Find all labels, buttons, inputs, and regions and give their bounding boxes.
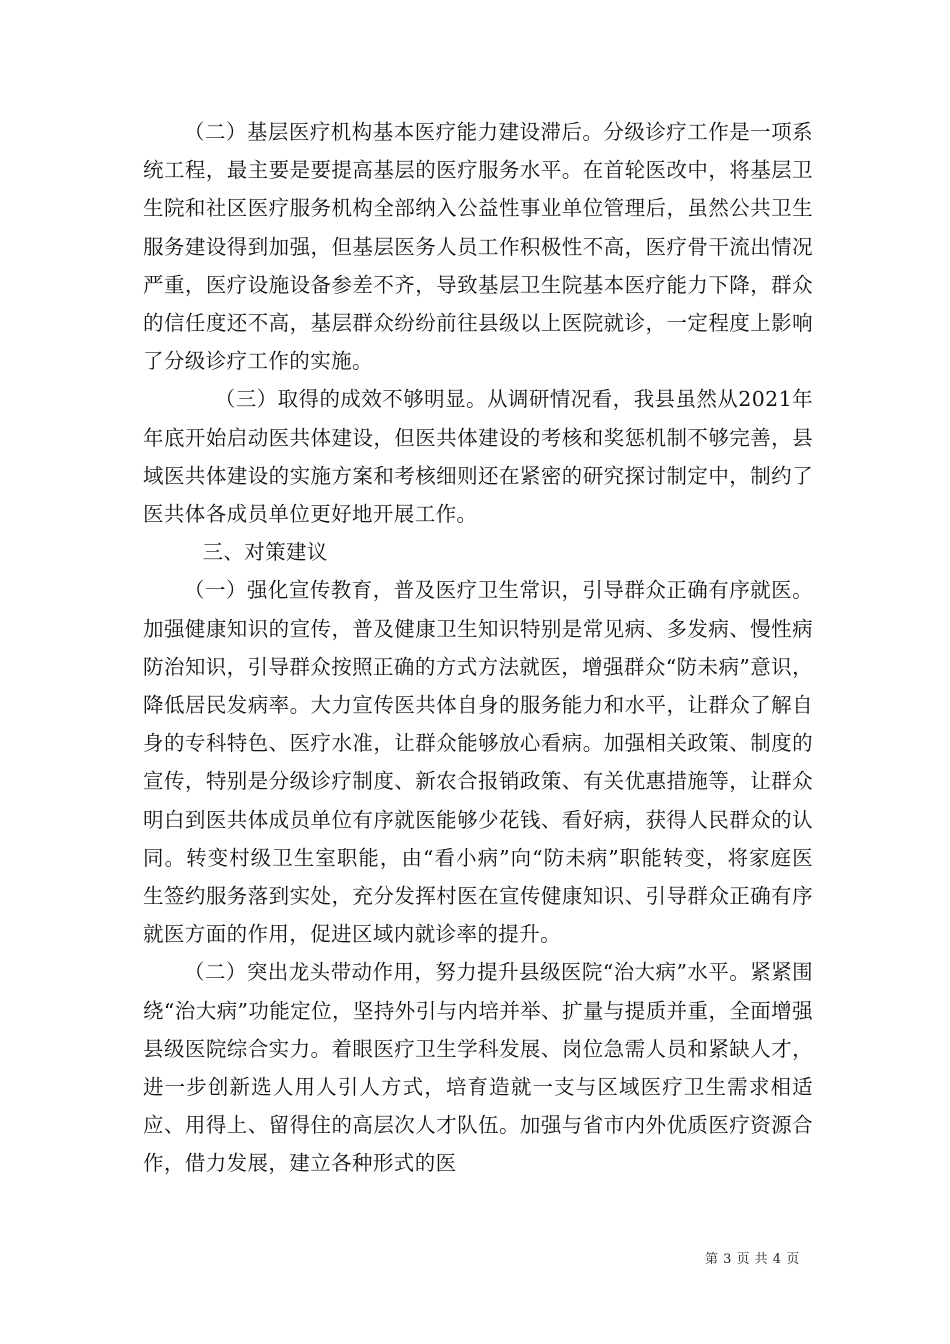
document-body: [143, 113, 813, 1183]
paragraph-publicity-education: （一）强化宣传教育，普及医疗卫生常识，引导群众正确有序就医。加强健康知识的宣传，普及健康卫生知识特别是常见病、多发病、慢性病防治知识，引导群众按照正确的方式方法就医，增强群众“防未病”意识，降低居民发病率。大力宣传医共体自身的服务能力和水平，让群众了解自身的专科特色、医疗水准，让群众能够放心看病。加强相关政策、制度的宣传，特别是分级诊疗制度、新农合报销政策、有关优惠措施等，让群众明白到医共体成员单位有序就医能够少花钱、看好病，获得人民群众的认同。转变村级卫生室职能，由“看小病”向“防未病”职能转变，将家庭医生签约服务落到实处，充分发挥村医在宣传健康知识、引导群众正确有序就医方面的作用，促进区域内就诊率的提升。: [143, 578, 813, 947]
section-heading-countermeasures: 三、对策建议: [202, 540, 328, 565]
paragraph-results-not-obvious: （三）取得的成效不够明显。从调研情况看，我县虽然从2021年年底开始启动医共体建设，但医共体建设的考核和奖惩机制不够完善，县域医共体建设的实施方案和考核细则还在紧密的研究探讨制定中，制约了医共体各成员单位更好地开展工作。: [143, 387, 813, 527]
paragraph-grassroots-capacity: （二）基层医疗机构基本医疗能力建设滞后。分级诊疗工作是一项系统工程，最主要是要提高基层的医疗服务水平。在首轮医改中，将基层卫生院和社区医疗服务机构全部纳入公益性事业单位管理后，虽然公共卫生服务建设得到加强，但基层医务人员工作积极性不高，医疗骨干流出情况严重，医疗设施设备参差不齐，导致基层卫生院基本医疗能力下降，群众的信任度还不高，基层群众纷纷前往县级以上医院就诊，一定程度上影响了分级诊疗工作的实施。: [143, 120, 813, 374]
page-number-footer: 第 3 页 共 4 页: [705, 1252, 800, 1267]
paragraph-county-hospital-leading-role: （二）突出龙头带动作用，努力提升县级医院“治大病”水平。紧紧围绕“治大病”功能定位，坚持外引与内培并举、扩量与提质并重，全面增强县级医院综合实力。着眼医疗卫生学科发展、岗位急需人员和紧缺人才，进一步创新选人用人引人方式，培育造就一支与区域医疗卫生需求相适应、用得上、留得住的高层次人才队伍。加强与省市内外优质医疗资源合作，借力发展，建立各种形式的医: [143, 960, 813, 1176]
